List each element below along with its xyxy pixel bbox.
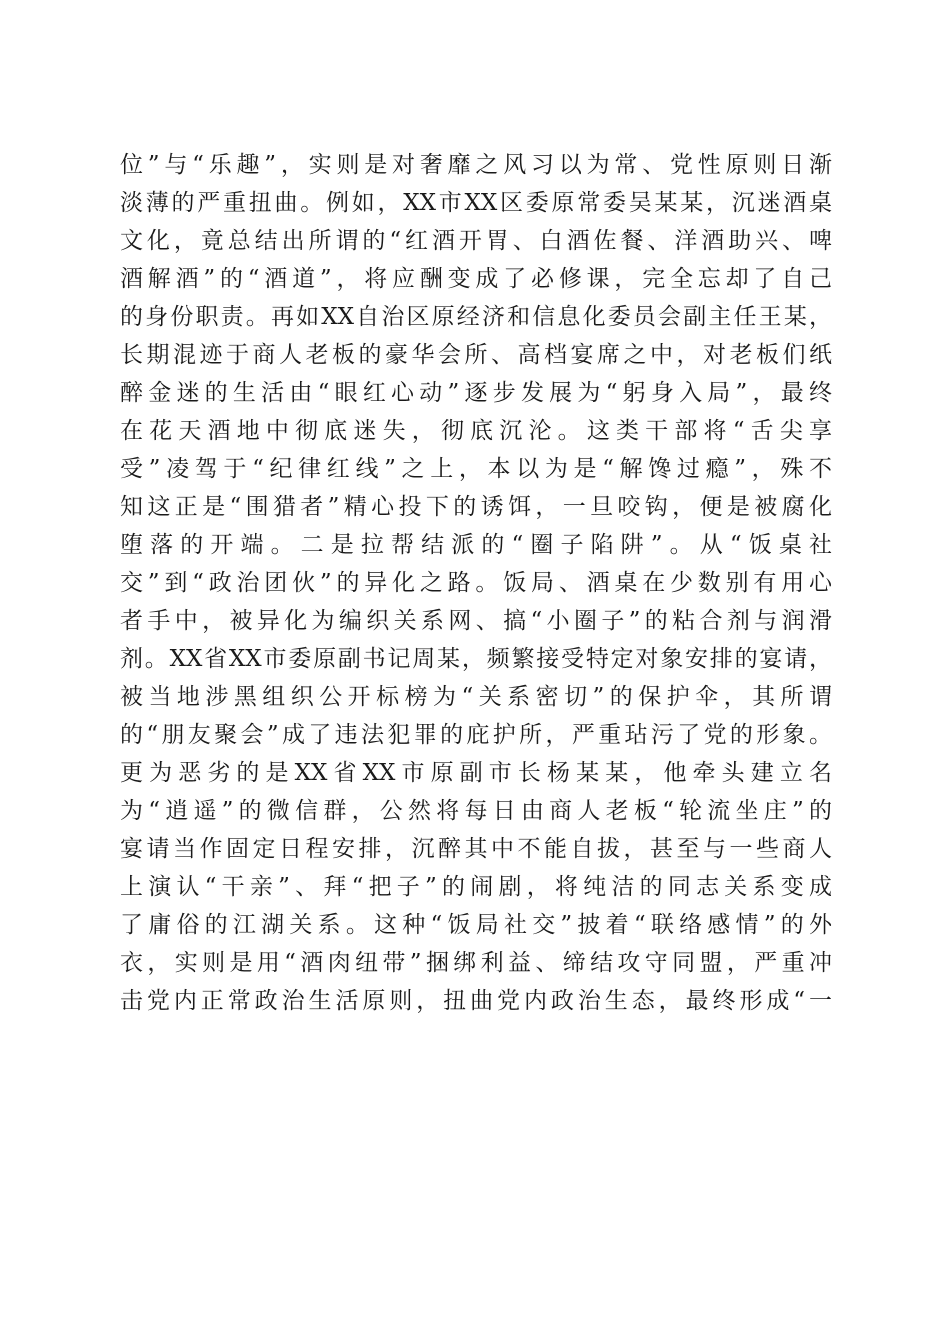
text-line: 上演认“干亲”、拜“把子”的闹剧，将纯洁的同志关系变成 bbox=[120, 874, 832, 900]
text-line: 长期混迹于商人老板的豪华会所、高档宴席之中，对老板们纸 bbox=[120, 342, 832, 368]
text-line: 的身份职责。再如XX自治区原经济和信息化委员会副主任王某， bbox=[120, 304, 832, 330]
text-line: 位”与“乐趣”，实则是对奢靡之风习以为常、党性原则日渐 bbox=[120, 152, 832, 178]
text-line: 知这正是“围猎者”精心投下的诱饵，一旦咬钩，便是被腐化 bbox=[120, 494, 832, 520]
text-line: 受”凌驾于“纪律红线”之上，本以为是“解馋过瘾”，殊不 bbox=[120, 456, 832, 482]
text-line: 剂。XX省XX市委原副书记周某，频繁接受特定对象安排的宴请， bbox=[120, 646, 832, 672]
text-line: 堕落的开端。二是拉帮结派的“圈子陷阱”。从“饭桌社 bbox=[120, 532, 832, 558]
text-line: 为“逍遥”的微信群，公然将每日由商人老板“轮流坐庄”的 bbox=[120, 798, 832, 824]
body-paragraph bbox=[120, 146, 832, 1020]
text-line: 被当地涉黑组织公开标榜为“关系密切”的保护伞，其所谓 bbox=[120, 684, 832, 710]
text-line: 衣，实则是用“酒肉纽带”捆绑利益、缔结攻守同盟，严重冲 bbox=[120, 950, 832, 976]
text-line: 更为恶劣的是XX省XX市原副市长杨某某，他牵头建立名 bbox=[120, 760, 832, 786]
text-line: 击党内正常政治生活原则，扭曲党内政治生态，最终形成“一 bbox=[120, 988, 832, 1014]
text-line: 酒解酒”的“酒道”，将应酬变成了必修课，完全忘却了自己 bbox=[120, 266, 832, 292]
text-line: 了庸俗的江湖关系。这种“饭局社交”披着“联络感情”的外 bbox=[120, 912, 832, 938]
text-line: 交”到“政治团伙”的异化之路。饭局、酒桌在少数别有用心 bbox=[120, 570, 832, 596]
text-line: 的“朋友聚会”成了违法犯罪的庇护所，严重玷污了党的形象。 bbox=[120, 722, 832, 748]
text-line: 者手中，被异化为编织关系网、搞“小圈子”的粘合剂与润滑 bbox=[120, 608, 832, 634]
text-line: 宴请当作固定日程安排，沉醉其中不能自拔，甚至与一些商人 bbox=[120, 836, 832, 862]
text-line: 淡薄的严重扭曲。例如，XX市XX区委原常委吴某某，沉迷酒桌 bbox=[120, 190, 832, 216]
text-line: 在花天酒地中彻底迷失，彻底沉沦。这类干部将“舌尖享 bbox=[120, 418, 832, 444]
text-line: 醉金迷的生活由“眼红心动”逐步发展为“躬身入局”，最终 bbox=[120, 380, 832, 406]
text-line: 文化，竟总结出所谓的“红酒开胃、白酒佐餐、洋酒助兴、啤 bbox=[120, 228, 832, 254]
